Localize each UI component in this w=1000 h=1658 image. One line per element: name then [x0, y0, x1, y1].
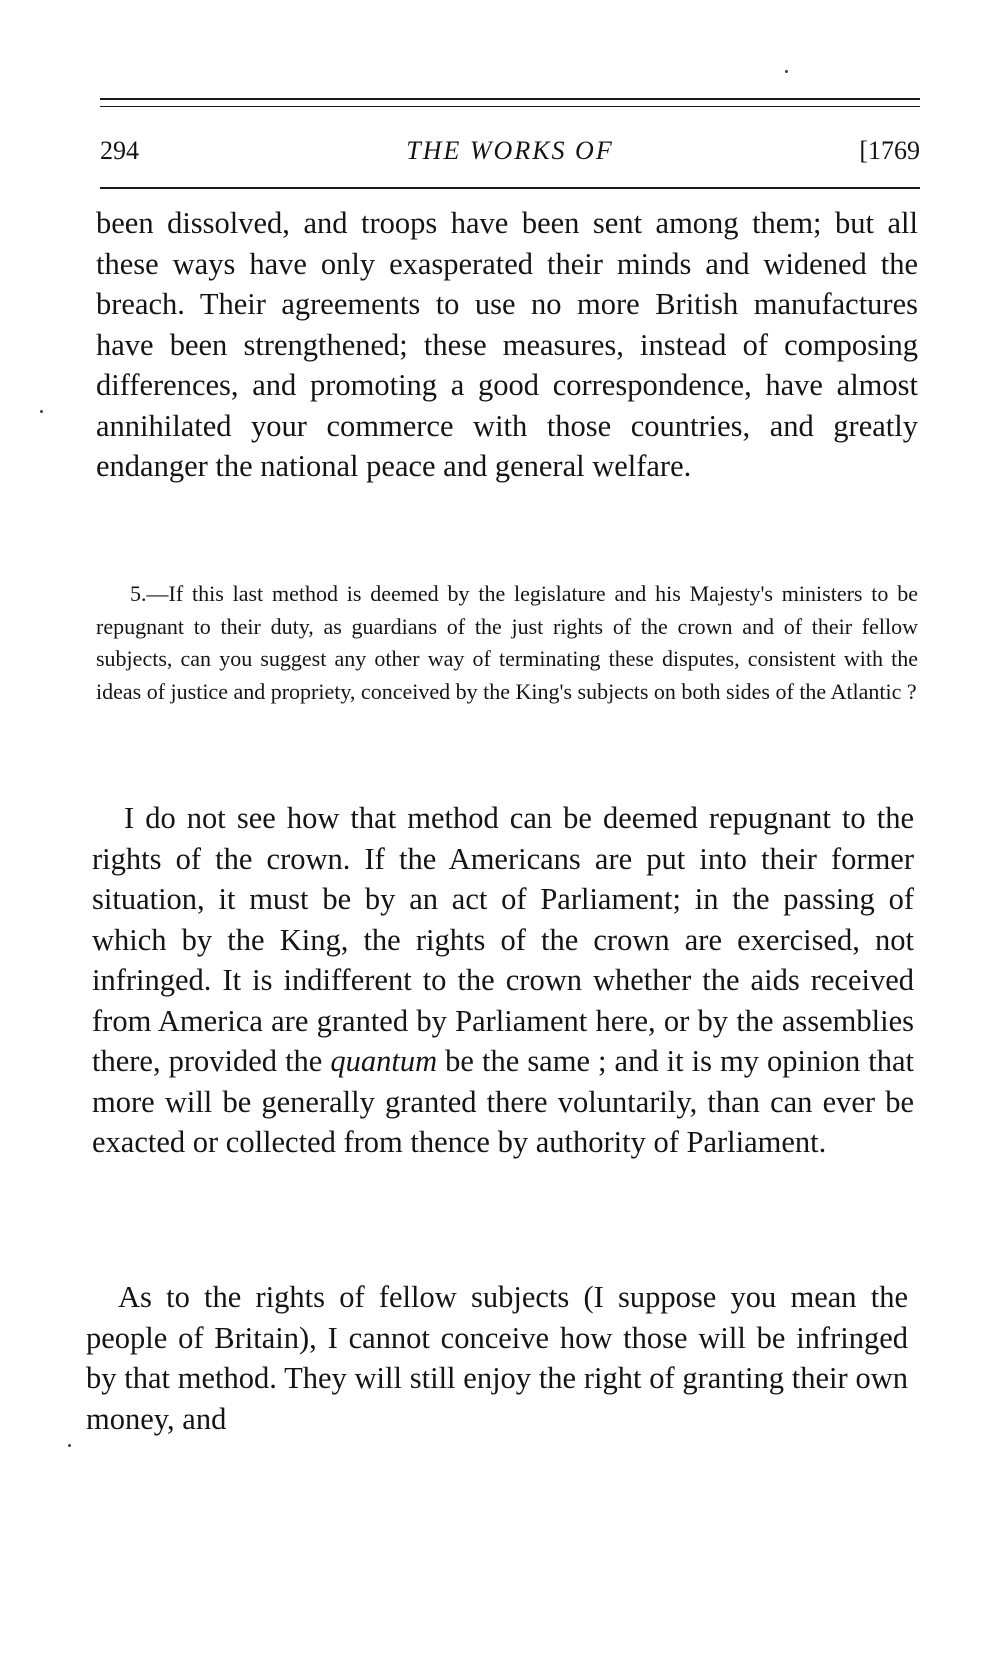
scan-speck — [40, 410, 43, 413]
answer-continuation — [86, 1277, 908, 1439]
paragraph-continuation — [96, 203, 918, 487]
top-rule — [100, 98, 920, 100]
paragraph-2-text-b: be the same ; and it is my opinion that more will be generally granted there voluntarily, than can ever be exacted or collected from thence by authority of Parliament. — [92, 1044, 914, 1159]
running-title: THE WORKS OF — [406, 136, 614, 165]
paragraph-1: been dissolved, and troops have been sent among them; but all these ways have only exasperated their minds and widened the breach. Their agreements to use no more British manufactures have been strengthened; these measures, instead of composing differences, and promoting a good correspondence, have almost annihilated your commerce with those countries, and greatly endanger the national peace and general welfare. — [96, 206, 918, 483]
question-5: 5.—If this last method is deemed by the legislature and his Majesty's ministers to be repugnant to their duty, as guardians of the just rights of the crown and of their fellow subjects, can you suggest any other way of terminating these disputes, consistent with the ideas of justice and propriety, conceived by the King's subjects on both sides of the Atlantic ? — [96, 581, 918, 704]
year-marker: [1769 — [859, 136, 920, 165]
paragraph-3: As to the rights of fellow subjects (I suppose you mean the people of Britain), I cannot conceive how those will be infringed by that method. They will still enjoy the right of granting their own money, and — [86, 1280, 908, 1436]
page-header — [100, 136, 920, 176]
top-rule-thin — [100, 106, 920, 107]
quantum-italic: quantum — [330, 1044, 438, 1078]
header-rule — [100, 187, 920, 189]
scan-speck — [785, 70, 788, 73]
question-block — [96, 578, 918, 708]
page-number: 294 — [100, 136, 139, 165]
answer-block — [92, 798, 914, 1163]
paragraph-2-text-a: I do not see how that method can be deemed repugnant to the rights of the crown. If the Americans are put into their former situation, it must be by an act of Parliament; in the passing of which by the King, the rights of the crown are exercised, not infringed. It is indifferent to the crown whether the aids received from America are granted by Parliament here, or by the assemblies there, provided the — [92, 801, 914, 1078]
paragraph-2 — [92, 798, 914, 1163]
scan-speck — [68, 1444, 71, 1447]
